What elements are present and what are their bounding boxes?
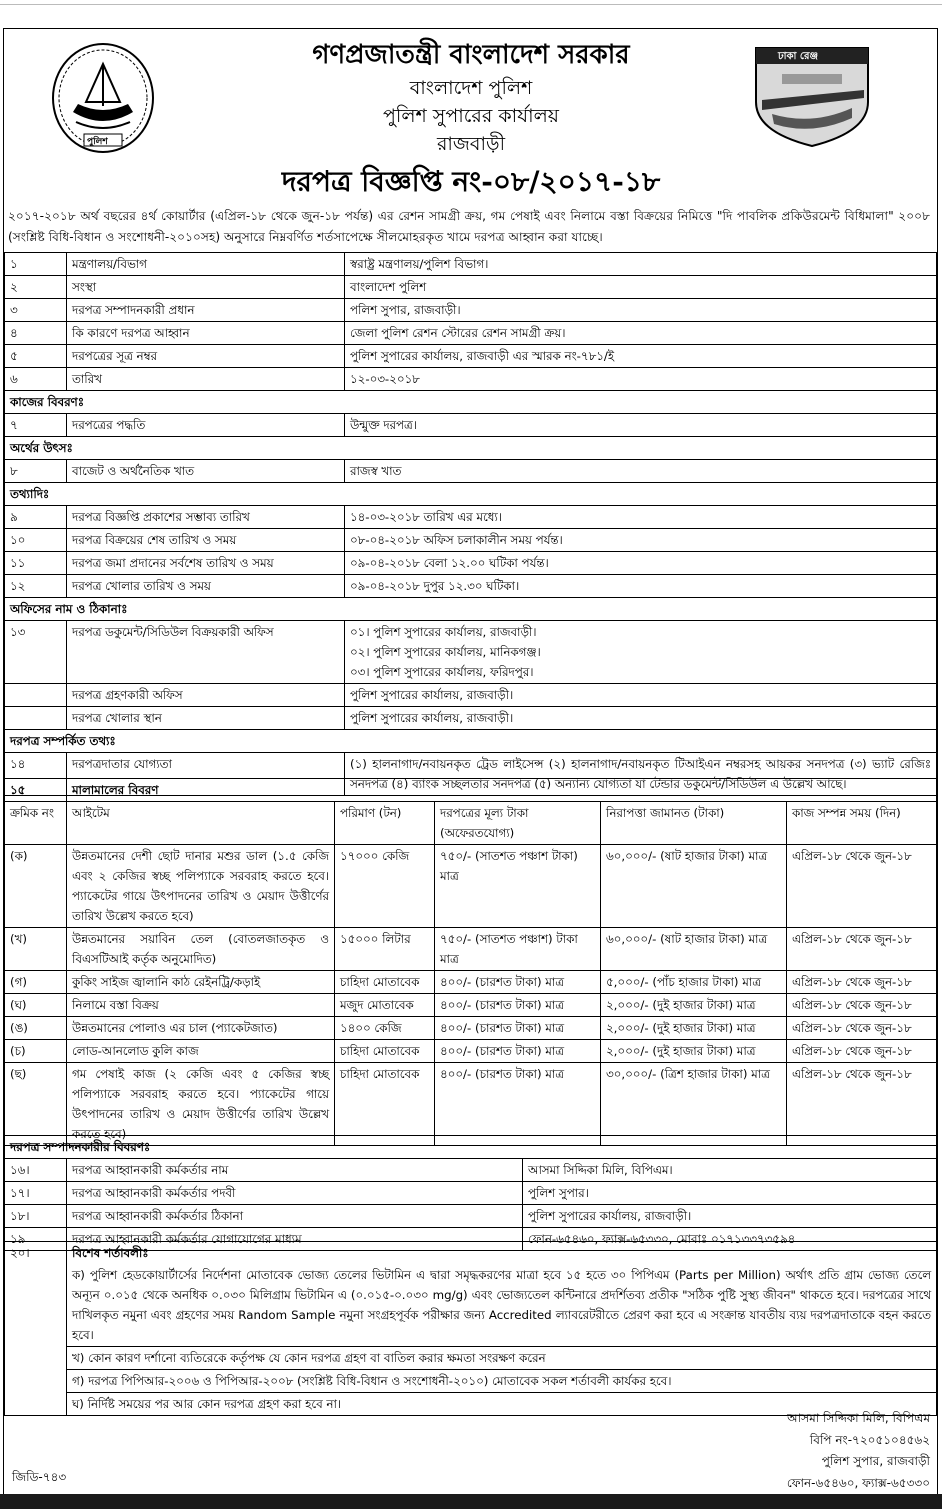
info-row (5, 529, 937, 552)
row-value: ১২-০৩-২০১৮ (345, 368, 937, 391)
goods-header-row (5, 802, 937, 845)
conditions-table (4, 1241, 937, 1416)
goods-cell: এপ্রিল-১৮ থেকে জুন-১৮ (787, 928, 937, 971)
row-number: ২০। (5, 1242, 67, 1416)
row-number: ১৭। (5, 1182, 67, 1205)
goods-row (5, 994, 937, 1017)
goods-cell: লোড-আনলোড কুলি কাজ (67, 1040, 335, 1063)
org-name: বাংলাদেশ পুলিশ (409, 77, 533, 99)
section-row (5, 483, 937, 506)
row-label: দরপত্র আহ্বানকারী কর্মকর্তার পদবী (67, 1182, 523, 1205)
row-label: দরপত্র বিক্রয়ের শেষ তারিখ ও সময় (67, 529, 345, 552)
goods-section-title: মালামালের বিবরণ (67, 779, 937, 802)
row-value: উন্মুক্ত দরপত্র। (345, 414, 937, 437)
row-label: দরপত্র গ্রহণকারী অফিস (67, 684, 345, 707)
conditions-title: বিশেষ শর্তাবলীঃ (72, 1246, 149, 1260)
goods-cell: (ক) (5, 845, 67, 928)
goods-cell: ১৫০০০ লিটার (335, 928, 435, 971)
row-label: দরপত্র আহ্বানকারী কর্মকর্তার যোগাযোগের মাধ্যম (67, 1228, 523, 1251)
top-rule (0, 4, 942, 5)
goods-cell: এপ্রিল-১৮ থেকে জুন-১৮ (787, 971, 937, 994)
row-value: পুলিশ সুপারের কার্যালয়, রাজবাড়ী এর স্মারক নং-৭৮১/ই (345, 345, 937, 368)
row-value: পুলিশ সুপার। (523, 1182, 937, 1205)
officer-table (4, 1135, 937, 1251)
section-heading: তথ্যাদিঃ (5, 483, 937, 506)
goods-cell: ৫,০০০/- (পাঁচ হাজার টাকা) মাত্র (601, 971, 787, 994)
info-row (5, 575, 937, 598)
info-row (5, 506, 937, 529)
goods-cell: ১৭০০০ কেজি (335, 845, 435, 928)
goods-row (5, 1063, 937, 1146)
section-row (5, 391, 937, 414)
row-number: ৩ (5, 299, 67, 322)
goods-section-row (5, 779, 937, 802)
signatory-contact: ফোন-৬৫৪৬০, ফ্যাক্স-৬৫৩৩০ (786, 1475, 930, 1490)
signatory-title: পুলিশ সুপার, রাজবাড়ী (821, 1454, 930, 1468)
goods-cell: ৪০০/- (চারশত টাকা) মাত্র (435, 994, 601, 1017)
row-value: ০৯-০৪-২০১৮ বেলা ১২.০০ ঘটিকা পর্যন্ত। (345, 552, 937, 575)
row-value: ফোন-৬৫৪৬০, ফ্যাক্স-৬৫৩৩০, মোবাঃ ০১৭১৩৩৭৩৫৯৪ (523, 1228, 937, 1251)
row-number: ১২ (5, 575, 67, 598)
goods-cell: ৩০,০০০/- (ত্রিশ হাজার টাকা) মাত্র (601, 1063, 787, 1146)
row-label: তারিখ (67, 368, 345, 391)
goods-column-header: নিরাপত্তা জামানত (টাকা) (601, 802, 787, 845)
row-value: পুলিশ সুপারের কার্যালয়, রাজবাড়ী। (345, 684, 937, 707)
goods-cell: ৬০,০০০/- (ষাট হাজার টাকা) মাত্র (601, 928, 787, 971)
info-row (5, 276, 937, 299)
info-row (5, 322, 937, 345)
row-number: ৬ (5, 368, 67, 391)
goods-cell: নিলামে বস্তা বিক্রয় (67, 994, 335, 1017)
goods-column-header: পরিমাণ (টন) (335, 802, 435, 845)
row-value: বাংলাদেশ পুলিশ (345, 276, 937, 299)
goods-row (5, 971, 937, 994)
row-number: ৭ (5, 414, 67, 437)
notice-title: দরপত্র বিজ্ঞপ্তি নং-০৮/২০১৭-১৮ (281, 165, 661, 198)
row-value: ০৮-০৪-২০১৮ অফিস চলাকালীন সময় পর্যন্ত। (345, 529, 937, 552)
row-value: পলিশ সুপার, রাজবাড়ী। (345, 299, 937, 322)
condition-item: ক) পুলিশ হেডকোয়ার্টার্সের নির্দেশনা মোতাবেক ভোজ্য তেলের ভিটামিন এ দ্বারা সমৃদ্ধকরণের মাত্রা হবে ১৫ হতে ৩০ পিপিএম (Parts per Million) অর্থাৎ প্রতি গ্রাম ভোজ্য তেলে অন্যূন ০.০১৫ থেকে অনধিক ০.০৩০ মিলিগ্রাম ভিটামিন এ (০.০১৫-০.০৩০ mg/g) এবং ভোজ্যতেল কন্টিনারে প্রদর্শিতব্য প্রতীক "সঠিক পুষ্টি সুস্থ্য জীবন" থাকতে হবে। দরপত্রের সাথে দাখিলকৃত নমুনা এবং গ্রহণের সময় Random Sample নমুনা সংগ্রহপূর্বক পরীক্ষার জন্য Accredited ল্যাবরেটরীতে প্রেরণ করা হবে এ সংক্রান্ত যাবতীয় ব্যয় দরপত্রদাতাকে বহন করতে হবে। (72, 1268, 931, 1342)
info-row (5, 707, 937, 730)
goods-cell: ১৪০০ কেজি (335, 1017, 435, 1040)
info-row (5, 368, 937, 391)
row-label: দরপত্রের সূত্র নম্বর (67, 345, 345, 368)
row-number (5, 707, 67, 730)
info-row (5, 414, 937, 437)
row-label: সংস্থা (67, 276, 345, 299)
row-label: দরপত্র জমা প্রদানের সর্বশেষ তারিখ ও সময় (67, 552, 345, 575)
row-value: ১৪-০৩-২০১৮ তারিখ এর মধ্যে। (345, 506, 937, 529)
row-label: দরপত্র ডকুমেন্ট/সিডিউল বিক্রয়কারী অফিস (67, 621, 345, 684)
officer-section-title: দরপত্র সম্পাদনকারীর বিবরণঃ (5, 1136, 937, 1159)
row-value: (১) হালনাগাদ/নবায়নকৃত ট্রেড লাইসেন্স (২) হালনাগাদ/নবায়নকৃত টিআইএন নম্বরসহ আয়কর সনদপত্র (৩) ভ্যাট রেজিঃ সনদপত্র (৪) ব্যাংক সচ্ছলতার সনদপত্র (৫) অন্যান্য যোগ্যতা যা টেন্ডার ডকুমেন্ট/সিডিউল এ উল্লেখ আছে। (345, 753, 937, 796)
bottom-bar (0, 1494, 942, 1509)
goods-cell: এপ্রিল-১৮ থেকে জুন-১৮ (787, 845, 937, 928)
goods-cell: এপ্রিল-১৮ থেকে জুন-১৮ (787, 1017, 937, 1040)
goods-cell: (খ) (5, 928, 67, 971)
row-label: কি কারণে দরপত্র আহ্বান (67, 322, 345, 345)
conditions-row (5, 1242, 937, 1416)
goods-row (5, 1017, 937, 1040)
row-number: ১৯ (5, 1228, 67, 1251)
goods-cell: ৪০০/- (চারশত টাকা) মাত্র (435, 971, 601, 994)
info-row (5, 684, 937, 707)
row-value: ০১। পুলিশ সুপারের কার্যালয়, রাজবাড়ী। ০২। পুলিশ সুপারের কার্যালয়, মানিকগঞ্জ। ০৩। পুলিশ সুপারের কার্যালয়, ফরিদপুর। (345, 621, 937, 684)
section-heading: কাজের বিবরণঃ (5, 391, 937, 414)
goods-cell: মজুদ মোতাবেক (335, 994, 435, 1017)
section-row (5, 730, 937, 753)
row-label: দরপত্র খোলার তারিখ ও সময় (67, 575, 345, 598)
intro-paragraph: ২০১৭-২০১৮ অর্থ বছরের ৪র্থ কোয়ার্টার (এপ্রিল-১৮ থেকে জুন-১৮ পর্যন্ত) এর রেশন সামগ্রী ক্রয়, গম পেষাই এবং নিলামে বস্তা বিক্রয়ের নিমিত্তে "দি পাবলিক প্রকিউরমেন্ট বিধিমালা" ২০০৮ (সংশ্লিষ্ট বিধি-বিধান ও সংশোধনী-২০১০সহ) অনুসারে নিম্নবর্ণিত শর্তসাপেক্ষে সীলমোহরকৃত খামে দরপত্র আহ্বান করা যাচ্ছে। (8, 209, 930, 244)
goods-cell: উন্নতমানের সয়াবিন তেল (বোতলজাতকৃত ও বিএসটিআই কর্তৃক অনুমোদিত) (67, 928, 335, 971)
tender-info-table (4, 252, 937, 796)
row-value: জেলা পুলিশ রেশন স্টোরের রেশন সামগ্রী ক্রয়। (345, 322, 937, 345)
row-number: ৪ (5, 322, 67, 345)
row-number: ১৮। (5, 1205, 67, 1228)
goods-cell: এপ্রিল-১৮ থেকে জুন-১৮ (787, 994, 937, 1017)
goods-cell: চাহিদা মোতাবেক (335, 1040, 435, 1063)
row-number: ১৬। (5, 1159, 67, 1182)
row-number: ৯ (5, 506, 67, 529)
officer-row (5, 1205, 937, 1228)
row-number: ৫ (5, 345, 67, 368)
section-heading: অফিসের নাম ও ঠিকানাঃ (5, 598, 937, 621)
row-number: ৮ (5, 460, 67, 483)
row-value: পুলিশ সুপারের কার্যালয়, রাজবাড়ী। (345, 707, 937, 730)
range-shield-label: ঢাকা রেঞ্জ (778, 51, 819, 62)
row-number (5, 684, 67, 707)
conditions-content (67, 1242, 937, 1416)
row-value: ০৯-০৪-২০১৮ দুপুর ১২.৩০ ঘটিকা। (345, 575, 937, 598)
officer-row (5, 1159, 937, 1182)
info-row (5, 299, 937, 322)
row-label: দরপত্র খোলার স্থান (67, 707, 345, 730)
info-row (5, 552, 937, 575)
goods-cell: (ছ) (5, 1063, 67, 1146)
row-number: ১১ (5, 552, 67, 575)
row-number: ১৩ (5, 621, 67, 684)
goods-cell: চাহিদা মোতাবেক (335, 971, 435, 994)
condition-item: ঘ) নির্দিষ্ট সময়ের পর আর কোন দরপত্র গ্রহণ করা হবে না। (67, 1392, 936, 1415)
goods-cell: ৭৫০/- (সাতশত পঞ্চাশ) টাকা মাত্র (435, 928, 601, 971)
row-label: দরপত্র আহ্বানকারী কর্মকর্তার ঠিকানা (67, 1205, 523, 1228)
section-heading: অর্থের উৎসঃ (5, 437, 937, 460)
goods-cell: এপ্রিল-১৮ থেকে জুন-১৮ (787, 1040, 937, 1063)
condition-item: খ) কোন কারণ দর্শানো ব্যতিরেকে কর্তৃপক্ষ যে কোন দরপত্র গ্রহণ বা বাতিল করার ক্ষমতা সংরক্ষণ করেন (67, 1346, 936, 1369)
row-value: স্বরাষ্ট্র মন্ত্রণালয়/পুলিশ বিভাগ। (345, 253, 937, 276)
goods-cell: গম পেষাই কাজ (২ কেজি এবং ৫ কেজির স্বচ্ছ পলিপ্যাকে সরবরাহ করতে হবে। প্যাকেটের গায়ে উৎপাদনের তারিখ ও মেয়াদ উত্তীর্ণের তারিখ উল্লেখ করতে হবে) (67, 1063, 335, 1146)
row-label: দরপত্র বিজ্ঞপ্তি প্রকাশের সম্ভাব্য তারিখ (67, 506, 345, 529)
gd-code: জিডি-৭৪৩ (12, 1470, 67, 1484)
row-label: দরপত্রদাতার যোগ্যতা (67, 753, 345, 796)
row-number: ১ (5, 253, 67, 276)
goods-cell: ৪০০/- (চারশত টাকা) মাত্র (435, 1063, 601, 1146)
officer-section-row (5, 1136, 937, 1159)
row-number: ১৪ (5, 753, 67, 796)
section-row (5, 437, 937, 460)
goods-cell: ৪০০/- (চারশত টাকা) মাত্র (435, 1040, 601, 1063)
row-value: আসমা সিদ্দিকা মিলি, বিপিএম। (523, 1159, 937, 1182)
goods-cell: ২,০০০/- (দুই হাজার টাকা) মাত্র (601, 1017, 787, 1040)
goods-cell: ৬০,০০০/- (ষাট হাজার টাকা) মাত্র (601, 845, 787, 928)
goods-cell: (ঙ) (5, 1017, 67, 1040)
signatory-bp: বিপি নং-৭২০৫১০৪৫৬২ (809, 1432, 930, 1447)
section-heading: দরপত্র সম্পর্কিত তথ্যঃ (5, 730, 937, 753)
goods-cell: (ঘ) (5, 994, 67, 1017)
info-row (5, 621, 937, 684)
government-title: গণপ্রজাতন্ত্রী বাংলাদেশ সরকার (312, 40, 630, 70)
condition-item: গ) দরপত্র পিপিআর-২০০৬ ও পিপিআর-২০০৮ (সংশ্লিষ্ট বিধি-বিধান ও সংশোধনী-২০১০) মোতাবেক সকল শর্তাবলী কার্যকর হবে। (67, 1369, 936, 1392)
officer-row (5, 1182, 937, 1205)
district-name: রাজবাড়ী (436, 133, 506, 155)
goods-cell: উন্নতমানের পোলাও এর চাল (প্যাকেটজাত) (67, 1017, 335, 1040)
goods-cell: চাহিদা মোতাবেক (335, 1063, 435, 1146)
info-row (5, 345, 937, 368)
row-label: মন্ত্রণালয়/বিভাগ (67, 253, 345, 276)
row-label: বাজেট ও অর্থনৈতিক খাত (67, 460, 345, 483)
row-label: দরপত্র আহ্বানকারী কর্মকর্তার নাম (67, 1159, 523, 1182)
goods-row (5, 1040, 937, 1063)
goods-table (4, 778, 937, 1146)
goods-row (5, 845, 937, 928)
row-label: দরপত্র সম্পাদনকারী প্রধান (67, 299, 345, 322)
row-number: ১০ (5, 529, 67, 552)
goods-cell: (চ) (5, 1040, 67, 1063)
goods-cell: ৭৫০/- (সাতশত পঞ্চাশ টাকা) মাত্র (435, 845, 601, 928)
goods-cell: কুকিং সাইজ জ্বালানি কাঠ রেইনট্রি/কড়াই (67, 971, 335, 994)
info-row (5, 460, 937, 483)
goods-cell: (গ) (5, 971, 67, 994)
goods-cell: ২,০০০/- (দুই হাজার টাকা) মাত্র (601, 1040, 787, 1063)
row-number: ২ (5, 276, 67, 299)
row-value: পুলিশ সুপারের কার্যালয়, রাজবাড়ী। (523, 1205, 937, 1228)
goods-cell: এপ্রিল-১৮ থেকে জুন-১৮ (787, 1063, 937, 1146)
goods-column-header: দরপত্রের মূল্য টাকা (অফেরতযোগ্য) (435, 802, 601, 845)
goods-column-header: ক্রমিক নং (5, 802, 67, 845)
goods-column-header: কাজ সম্পন্ন সময় (দিন) (787, 802, 937, 845)
row-value: রাজস্ব খাত (345, 460, 937, 483)
emblem-label: পুলিশ (87, 137, 108, 147)
goods-cell: ২,০০০/- (দুই হাজার টাকা) মাত্র (601, 994, 787, 1017)
goods-cell: ৪০০/- (চারশত টাকা) মাত্র (435, 1017, 601, 1040)
section-row (5, 598, 937, 621)
signature-block (600, 1408, 930, 1494)
office-name: পুলিশ সুপারের কার্যালয় (383, 105, 559, 127)
goods-section-number: ১৫ (5, 779, 67, 802)
goods-cell: উন্নতমানের দেশী ছোট দানার মশুর ডাল (১.৫ কেজি এবং ২ কেজির স্বচ্ছ পলিপ্যাকে সরবরাহ করতে হবে। প্যাকেটের গায়ে উৎপাদনের তারিখ ও মেয়াদ উত্তীর্ণের তারিখ উল্লেখ করতে হবে) (67, 845, 335, 928)
row-label: দরপত্রের পদ্ধতি (67, 414, 345, 437)
goods-column-header: আইটেম (67, 802, 335, 845)
info-row (5, 253, 937, 276)
goods-row (5, 928, 937, 971)
signatory-name: আসমা সিদ্দিকা মিলি, বিপিএম (787, 1411, 930, 1425)
